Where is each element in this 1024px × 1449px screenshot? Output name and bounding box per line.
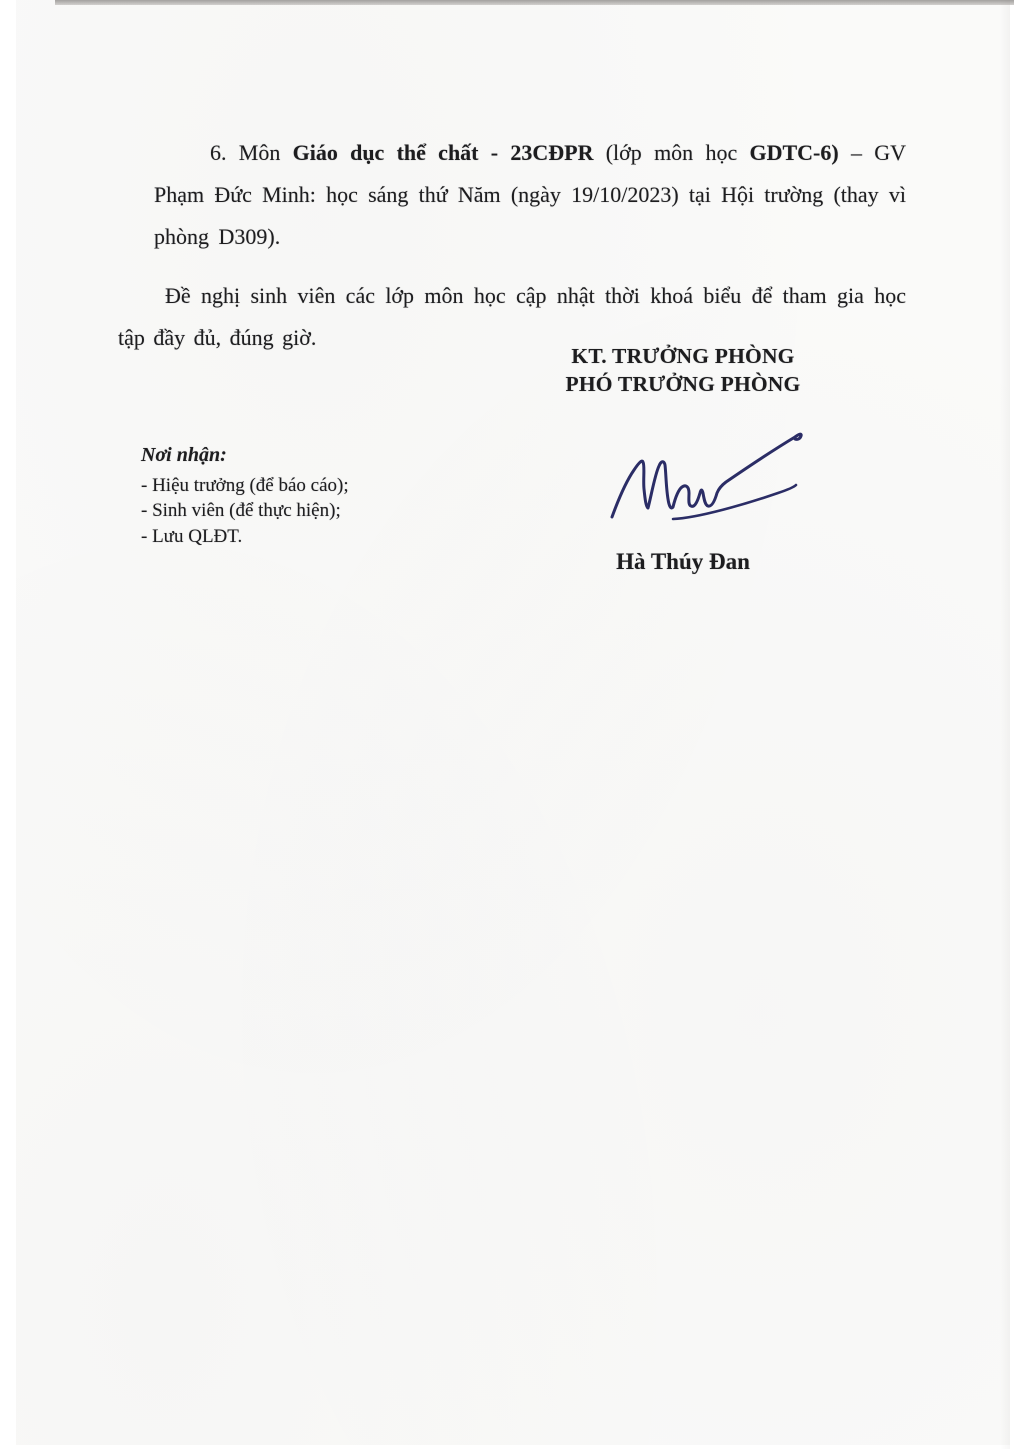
recipients-heading: Nơi nhận: bbox=[141, 444, 227, 466]
deputy-title: PHÓ TRƯỞNG PHÒNG bbox=[565, 372, 801, 396]
scan-right-shadow bbox=[1000, 0, 1010, 1449]
signing-titles-block bbox=[533, 342, 833, 398]
scan-top-edge-artifact bbox=[55, 0, 1014, 5]
signature-underline-stroke bbox=[673, 485, 796, 519]
signature-ink-svg bbox=[598, 426, 813, 526]
authority-title: KT. TRƯỞNG PHÒNG bbox=[571, 344, 795, 368]
handwritten-signature bbox=[598, 426, 813, 526]
item-number-prefix: 6. Môn bbox=[210, 140, 293, 165]
class-code-bold: GDTC-6) bbox=[749, 140, 839, 165]
course-name-bold: Giáo dục thể chất - 23CĐPR bbox=[292, 140, 594, 165]
request-paragraph: Đề nghị sinh viên các lớp môn học cập nhật thời khoá biểu để tham gia học tập đầy đủ, đúng giờ. bbox=[118, 283, 906, 350]
recipient-item-hieu-truong: - Hiệu trưởng (để báo cáo); bbox=[141, 474, 349, 496]
recipient-item-sinh-vien: - Sinh viên (để thực hiện); bbox=[141, 500, 341, 521]
recipients-block bbox=[141, 443, 441, 549]
signer-name: Hà Thúy Đan bbox=[616, 549, 750, 574]
item-middle-text: (lớp môn học bbox=[593, 140, 750, 165]
item-tail-text: – GV Phạm Đức Minh: học sáng thứ Năm (ngày 19/10/2023) tại Hội trường (thay vì phòng D309). bbox=[154, 140, 907, 249]
signature-main-stroke bbox=[612, 434, 801, 517]
course-change-item-6 bbox=[154, 132, 906, 258]
recipient-item-luu-qldt: - Lưu QLĐT. bbox=[141, 525, 243, 547]
